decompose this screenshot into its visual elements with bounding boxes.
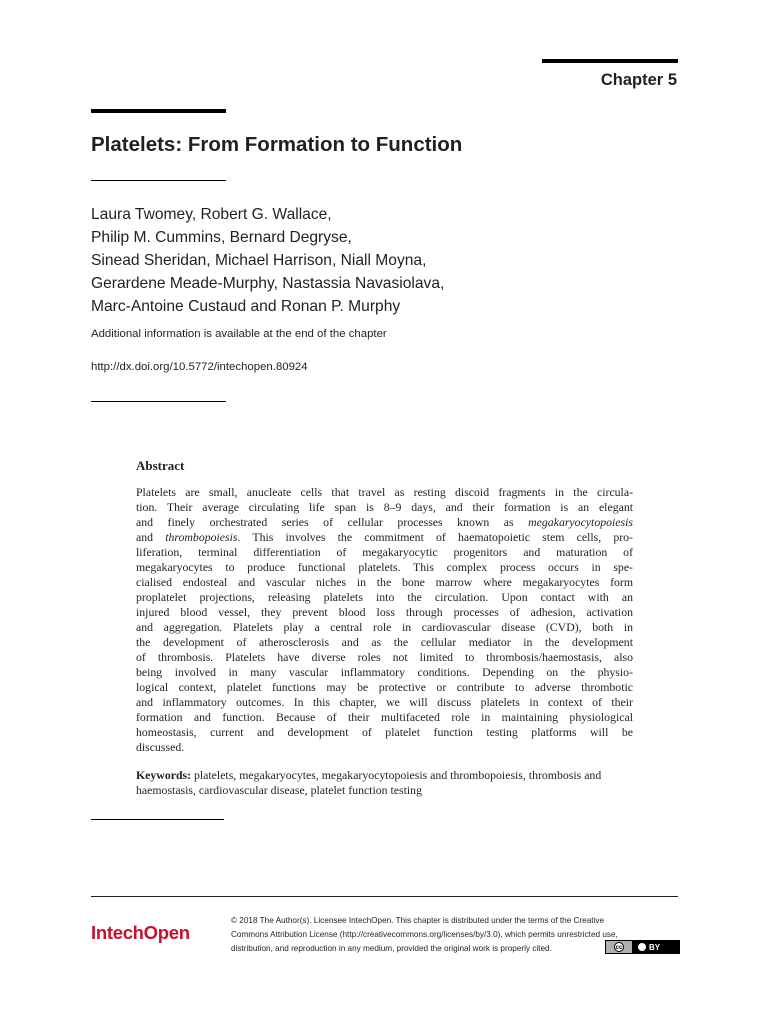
title-divider — [91, 180, 226, 181]
abstract-line: Platelets are small, anucleate cells that travel as resting discoid fragments in the circula- — [136, 485, 633, 499]
abstract-line-text: and finely orchestrated series of cellular processes known as — [136, 515, 529, 529]
cc-by-label: BY — [649, 942, 661, 952]
abstract-body — [136, 485, 633, 755]
author-line: Gerardene Meade-Murphy, Nastassia Navasiolava, — [91, 275, 445, 292]
keywords — [136, 768, 633, 798]
chapter-rule — [542, 59, 678, 63]
abstract-divider — [91, 819, 224, 820]
additional-info-note: Additional information is available at the end of the chapter — [91, 328, 387, 340]
footer-rule — [91, 896, 678, 897]
person-icon — [638, 943, 646, 951]
abstract-line — [136, 515, 633, 530]
doi-link[interactable]: http://dx.doi.org/10.5772/intechopen.80924 — [91, 361, 308, 373]
license-line: © 2018 The Author(s). Licensee IntechOpen. This chapter is distributed under the terms of the Creative — [231, 916, 605, 925]
abstract-line: tion. Their average circulating life span is 8–9 days, and their formation is an elegant — [136, 500, 633, 514]
intechopen-logo: IntechOpen — [91, 922, 190, 943]
chapter-label: Chapter 5 — [600, 71, 677, 89]
abstract-line: megakaryocytes to produce functional platelets. This complex process occurs in spe- — [136, 560, 633, 574]
author-list — [91, 203, 444, 318]
author-line: Sinead Sheridan, Michael Harrison, Niall Moyna, — [91, 252, 427, 269]
abstract-line: discussed. — [136, 740, 185, 754]
abstract-line: proplatelet projections, releasing platelets into the circulation. Upon contact with an — [136, 590, 633, 604]
keywords-text: platelets, megakaryocytes, megakaryocytopoiesis and thrombopoiesis, thrombosis and haemostasis, cardiovascular disease, platelet function testing — [136, 768, 602, 797]
title-rule — [91, 109, 226, 113]
author-line: Marc-Antoine Custaud and Ronan P. Murphy — [91, 298, 401, 315]
abstract-line: cialised endosteal and vascular niches in the bone marrow where megakaryocytes form — [136, 575, 633, 589]
abstract-line: injured blood vessel, they prevent blood loss through processes of adhesion, activation — [136, 605, 633, 619]
keywords-label: Keywords: — [136, 768, 192, 782]
abstract-line — [136, 530, 633, 545]
abstract-line: formation and function. Because of their multifaceted role in maintaining physiological — [136, 710, 633, 724]
abstract-line-text: and — [136, 530, 166, 544]
abstract-heading: Abstract — [136, 458, 185, 473]
abstract-line: homeostasis, current and development of platelet function testing platforms will be — [136, 725, 633, 739]
cc-by-badge[interactable] — [605, 940, 680, 954]
abstract-line: and inflammatory outcomes. In this chapter, we will discuss platelets in context of their — [136, 695, 633, 709]
abstract-line: being involved in many vascular inflammatory conditions. Depending on the physio- — [136, 665, 633, 679]
abstract-line: and aggregation. Platelets play a central role in cardiovascular disease (CVD), both in — [136, 620, 633, 634]
abstract-line: liferation, terminal differentiation of megakaryocytic progenitors and maturation of — [136, 545, 633, 559]
license-line: Commons Attribution License (http://creativecommons.org/licenses/by/3.0), which permits unrestricted use, — [231, 930, 618, 939]
license-line: distribution, and reproduction in any medium, provided the original work is properly cited. — [231, 944, 552, 953]
italic-term: thrombopoiesis — [165, 530, 238, 544]
cc-circle-label: cc — [614, 942, 624, 952]
cc-icon — [606, 941, 632, 953]
author-line: Philip M. Cummins, Bernard Degryse, — [91, 229, 352, 246]
chapter-title: Platelets: From Formation to Function — [91, 133, 463, 156]
abstract-line: of thrombosis. Platelets have diverse roles not limited to thrombosis/haemostasis, also — [136, 650, 633, 664]
header-divider — [91, 401, 226, 402]
abstract-line-text: . This involves the commitment of haematopoietic stem cells, pro- — [237, 530, 633, 544]
abstract-line: logical context, platelet functions may be protective or contribute to adverse thrombotic — [136, 680, 633, 694]
italic-term: megakaryocytopoiesis — [528, 515, 633, 529]
abstract-line: the development of atherosclerosis and as the cellular mediator in the development — [136, 635, 633, 649]
author-line: Laura Twomey, Robert G. Wallace, — [91, 206, 332, 223]
